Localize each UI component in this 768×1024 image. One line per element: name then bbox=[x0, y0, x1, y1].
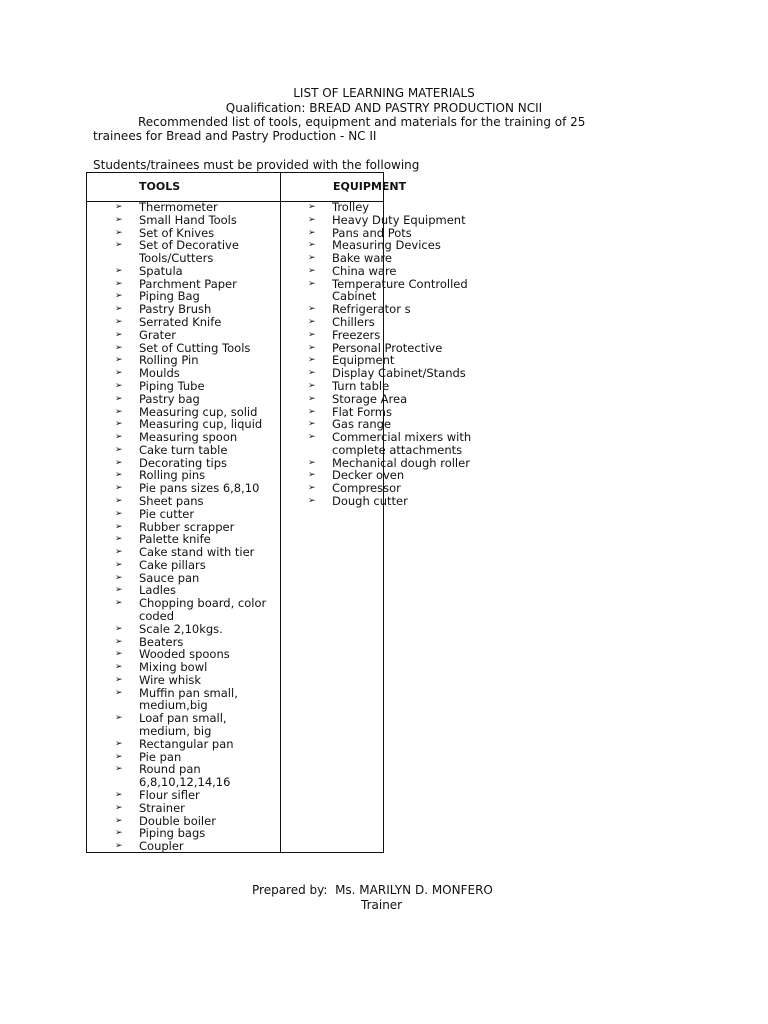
tool-item-label: Flour sifler bbox=[139, 787, 200, 802]
tool-item-label: 6,8,10,12,14,16 bbox=[139, 775, 231, 790]
arrow-bullet-icon: ➢ bbox=[308, 240, 316, 251]
arrow-bullet-icon: ➢ bbox=[308, 342, 316, 353]
materials-table bbox=[86, 172, 472, 854]
arrow-bullet-icon: ➢ bbox=[115, 508, 123, 519]
tool-item-label: Cake turn table bbox=[139, 442, 228, 457]
tool-item-label: Pie cutter bbox=[139, 506, 195, 521]
arrow-bullet-icon: ➢ bbox=[115, 317, 123, 328]
arrow-bullet-icon: ➢ bbox=[115, 534, 123, 545]
trainer-role: Trainer bbox=[361, 898, 403, 912]
tool-item-label: Thermometer bbox=[139, 200, 218, 214]
tool-item bbox=[115, 789, 277, 802]
tool-item bbox=[115, 265, 277, 278]
document-title: LIST OF LEARNING MATERIALS bbox=[293, 86, 475, 100]
arrow-bullet-icon: ➢ bbox=[115, 662, 123, 673]
tool-item-label: Pie pan bbox=[139, 749, 182, 764]
equipment-item bbox=[308, 391, 408, 406]
tool-item bbox=[115, 444, 277, 457]
equipment-item-label: Dough cutter bbox=[332, 493, 408, 508]
equipment-item-label: Refrigerator s bbox=[332, 302, 411, 317]
tool-item-label: Rolling Pin bbox=[139, 353, 199, 368]
arrow-bullet-icon: ➢ bbox=[115, 380, 123, 391]
tool-item-label: Scale 2,10kgs. bbox=[139, 621, 223, 636]
arrow-bullet-icon: ➢ bbox=[115, 585, 123, 596]
arrow-bullet-icon: ➢ bbox=[115, 202, 123, 212]
equipment-item-label: Equipment bbox=[332, 353, 395, 368]
tool-item-label: Cake stand with tier bbox=[139, 545, 255, 560]
tool-item bbox=[115, 712, 277, 738]
arrow-bullet-icon: ➢ bbox=[308, 406, 316, 417]
arrow-bullet-icon: ➢ bbox=[115, 764, 123, 775]
tool-item bbox=[115, 431, 277, 444]
arrow-bullet-icon: ➢ bbox=[115, 636, 123, 647]
tool-item-label: Pastry Brush bbox=[139, 302, 212, 317]
tool-item bbox=[115, 495, 277, 508]
intro-line-2: trainees for Bread and Pastry Production - NC II bbox=[93, 129, 377, 143]
equipment-item bbox=[308, 263, 397, 278]
tool-item bbox=[115, 316, 277, 329]
tool-item-label: Wire whisk bbox=[139, 672, 202, 687]
arrow-bullet-icon: ➢ bbox=[308, 253, 316, 264]
equipment-item-label: Compressor bbox=[332, 481, 401, 496]
arrow-bullet-icon: ➢ bbox=[115, 278, 123, 289]
tool-item-label: Palette knife bbox=[139, 532, 211, 547]
tool-item-label: Chopping board, color bbox=[139, 596, 267, 611]
arrow-bullet-icon: ➢ bbox=[115, 789, 123, 800]
tool-item-label: coded bbox=[139, 609, 175, 623]
arrow-bullet-icon: ➢ bbox=[115, 649, 123, 660]
tool-item bbox=[115, 508, 277, 521]
arrow-bullet-icon: ➢ bbox=[115, 329, 123, 340]
tool-item bbox=[115, 840, 277, 853]
tool-item-label: Loaf pan small, bbox=[139, 711, 227, 726]
qualification-line: Qualification: BREAD AND PASTRY PRODUCTION NCII bbox=[225, 101, 543, 115]
arrow-bullet-icon: ➢ bbox=[115, 483, 123, 494]
arrow-bullet-icon: ➢ bbox=[115, 841, 123, 852]
arrow-bullet-icon: ➢ bbox=[115, 368, 123, 379]
tool-item-label: Sheet pans bbox=[139, 493, 204, 508]
tool-item-label: Piping Tube bbox=[139, 378, 205, 393]
tool-item-label: Muffin pan small, bbox=[139, 685, 238, 700]
equipment-item-label: Trolley bbox=[332, 200, 370, 214]
equipment-item-label: China ware bbox=[332, 263, 397, 278]
tool-item-label: Pastry bag bbox=[139, 391, 200, 406]
arrow-bullet-icon: ➢ bbox=[115, 355, 123, 366]
tool-item-label: medium, big bbox=[139, 724, 212, 739]
equipment-item bbox=[308, 378, 390, 393]
arrow-bullet-icon: ➢ bbox=[115, 470, 123, 481]
tool-item-label: Decorating tips bbox=[139, 455, 228, 470]
tool-item bbox=[115, 763, 277, 789]
tool-item-label: Ladles bbox=[139, 583, 177, 598]
arrow-bullet-icon: ➢ bbox=[115, 240, 123, 251]
tool-item bbox=[115, 380, 277, 393]
equipment-item-label: Display Cabinet/Stands bbox=[332, 366, 466, 381]
arrow-bullet-icon: ➢ bbox=[115, 547, 123, 558]
arrow-bullet-icon: ➢ bbox=[115, 623, 123, 634]
equipment-item bbox=[308, 329, 382, 342]
arrow-bullet-icon: ➢ bbox=[308, 457, 316, 468]
arrow-bullet-icon: ➢ bbox=[308, 470, 316, 481]
arrow-bullet-icon: ➢ bbox=[115, 713, 123, 724]
prepared-by bbox=[252, 883, 493, 897]
prepared-by-label: Prepared by: bbox=[252, 883, 328, 897]
arrow-bullet-icon: ➢ bbox=[308, 227, 316, 238]
arrow-bullet-icon: ➢ bbox=[308, 368, 316, 379]
tool-item-label: Piping Bag bbox=[139, 289, 200, 304]
arrow-bullet-icon: ➢ bbox=[115, 802, 123, 813]
arrow-bullet-icon: ➢ bbox=[115, 559, 123, 570]
arrow-bullet-icon: ➢ bbox=[308, 214, 316, 225]
arrow-bullet-icon: ➢ bbox=[308, 419, 316, 430]
equipment-item-label: Decker oven bbox=[332, 468, 405, 483]
arrow-bullet-icon: ➢ bbox=[308, 355, 316, 366]
equipment-item-label: Cabinet bbox=[332, 289, 377, 304]
arrow-bullet-icon: ➢ bbox=[115, 687, 123, 698]
tool-item-label: Set of Decorative bbox=[139, 238, 239, 253]
tool-item-label: Rolling pins bbox=[139, 468, 206, 483]
tool-item-label: Serrated Knife bbox=[139, 315, 222, 330]
equipment-item bbox=[308, 212, 466, 227]
equipment-item-label: Turn table bbox=[332, 378, 390, 393]
arrow-bullet-icon: ➢ bbox=[115, 828, 123, 839]
arrow-bullet-icon: ➢ bbox=[115, 751, 123, 762]
intro-line-1: Recommended list of tools, equipment and materials for the training of 25 bbox=[138, 115, 586, 129]
tool-item-label: Grater bbox=[139, 327, 176, 342]
tool-item-label: Sauce pan bbox=[139, 570, 200, 585]
tool-item bbox=[115, 802, 277, 815]
tool-item bbox=[115, 738, 277, 751]
tool-item-label: Cake pillars bbox=[139, 557, 206, 572]
tool-item bbox=[115, 239, 277, 265]
equipment-item bbox=[308, 276, 468, 304]
equipment-item-label: complete attachments bbox=[332, 442, 463, 457]
arrow-bullet-icon: ➢ bbox=[115, 495, 123, 506]
tool-item-label: Rubber scrapper bbox=[139, 519, 235, 534]
arrow-bullet-icon: ➢ bbox=[115, 342, 123, 353]
arrow-bullet-icon: ➢ bbox=[115, 457, 123, 468]
students-note: Students/trainees must be provided with the following bbox=[93, 158, 420, 172]
arrow-bullet-icon: ➢ bbox=[115, 738, 123, 749]
arrow-bullet-icon: ➢ bbox=[308, 393, 316, 404]
equipment-item-label: Temperature Controlled bbox=[332, 276, 468, 291]
tool-item-label: Parchment Paper bbox=[139, 276, 237, 291]
tool-item-label: Strainer bbox=[139, 800, 185, 815]
arrow-bullet-icon: ➢ bbox=[115, 265, 123, 276]
equipment-item-label: Storage Area bbox=[332, 391, 408, 406]
column-divider bbox=[280, 173, 281, 852]
equipment-item-label: Pans and Pots bbox=[332, 225, 412, 240]
arrow-bullet-icon: ➢ bbox=[308, 278, 316, 289]
tool-item-label: medium,big bbox=[139, 698, 208, 713]
arrow-bullet-icon: ➢ bbox=[308, 432, 316, 443]
tool-item bbox=[115, 623, 277, 636]
arrow-bullet-icon: ➢ bbox=[308, 495, 316, 506]
equipment-item bbox=[308, 316, 382, 329]
arrow-bullet-icon: ➢ bbox=[115, 572, 123, 583]
arrow-bullet-icon: ➢ bbox=[115, 291, 123, 302]
equipment-item bbox=[308, 201, 382, 214]
equipment-item-label: Measuring Devices bbox=[332, 238, 441, 253]
arrow-bullet-icon: ➢ bbox=[308, 317, 316, 328]
equipment-item-label: Personal Protective bbox=[332, 340, 443, 355]
tool-item bbox=[115, 597, 277, 623]
equipment-item bbox=[308, 430, 472, 457]
arrow-bullet-icon: ➢ bbox=[308, 304, 316, 315]
arrow-bullet-icon: ➢ bbox=[115, 393, 123, 404]
equipment-item bbox=[308, 493, 408, 508]
arrow-bullet-icon: ➢ bbox=[115, 815, 123, 826]
equipment-item-label: Freezers bbox=[332, 327, 381, 342]
tool-item-label: Measuring cup, solid bbox=[139, 404, 258, 419]
tool-item-label: Piping bags bbox=[139, 826, 206, 841]
equipment-item-label: Bake ware bbox=[332, 251, 392, 266]
arrow-bullet-icon: ➢ bbox=[115, 304, 123, 315]
equipment-list bbox=[308, 200, 472, 508]
equipment-item-label: Commercial mixers with bbox=[332, 430, 472, 445]
tool-item bbox=[115, 329, 277, 342]
tools-column-header: TOOLS bbox=[139, 180, 181, 193]
arrow-bullet-icon: ➢ bbox=[115, 227, 123, 238]
tool-item-label: Pie pans sizes 6,8,10 bbox=[139, 481, 260, 496]
tool-item bbox=[115, 546, 277, 559]
arrow-bullet-icon: ➢ bbox=[115, 598, 123, 609]
tool-item bbox=[115, 674, 277, 687]
tool-item bbox=[115, 201, 277, 214]
arrow-bullet-icon: ➢ bbox=[115, 419, 123, 430]
arrow-bullet-icon: ➢ bbox=[308, 380, 316, 391]
arrow-bullet-icon: ➢ bbox=[308, 202, 316, 212]
equipment-item-label: Heavy Duty Equipment bbox=[332, 212, 466, 227]
tool-item-label: Spatula bbox=[139, 263, 183, 278]
equipment-item-label: Mechanical dough roller bbox=[332, 455, 470, 470]
equipment-item-label: Gas range bbox=[332, 417, 392, 432]
tool-item-label: Moulds bbox=[139, 366, 180, 381]
tool-item bbox=[115, 687, 277, 713]
tool-item bbox=[115, 661, 277, 674]
prepared-by-name: Ms. MARILYN D. MONFERO bbox=[335, 883, 493, 897]
tool-item bbox=[115, 214, 277, 227]
tool-item-label: Small Hand Tools bbox=[139, 212, 237, 227]
equipment-column-header: EQUIPMENT bbox=[333, 180, 407, 193]
tool-item-label: Measuring spoon bbox=[139, 430, 238, 445]
tool-item-label: Set of Knives bbox=[139, 225, 215, 240]
arrow-bullet-icon: ➢ bbox=[115, 214, 123, 225]
intro-paragraph bbox=[93, 115, 653, 143]
arrow-bullet-icon: ➢ bbox=[115, 521, 123, 532]
tool-item bbox=[115, 393, 277, 406]
tool-item-label: Set of Cutting Tools bbox=[139, 340, 251, 355]
tool-item bbox=[115, 559, 277, 572]
tool-item-label: Measuring cup, liquid bbox=[139, 417, 263, 432]
equipment-item-label: Flat Forms bbox=[332, 404, 392, 419]
tools-list bbox=[115, 201, 277, 853]
arrow-bullet-icon: ➢ bbox=[308, 483, 316, 494]
tool-item-label: Wooded spoons bbox=[139, 647, 230, 662]
tool-item-label: Rectangular pan bbox=[139, 736, 234, 751]
arrow-bullet-icon: ➢ bbox=[115, 406, 123, 417]
tool-item-label: Double boiler bbox=[139, 813, 216, 828]
tool-item-label: Beaters bbox=[139, 634, 184, 649]
equipment-item-label: Chillers bbox=[332, 315, 375, 330]
arrow-bullet-icon: ➢ bbox=[115, 674, 123, 685]
tool-item-label: Round pan bbox=[139, 762, 201, 777]
arrow-bullet-icon: ➢ bbox=[308, 329, 316, 340]
tool-item-label: Mixing bowl bbox=[139, 660, 208, 675]
tool-item-label: Tools/Cutters bbox=[139, 251, 214, 266]
tool-item-label: Coupler bbox=[139, 839, 184, 854]
arrow-bullet-icon: ➢ bbox=[115, 444, 123, 455]
arrow-bullet-icon: ➢ bbox=[308, 265, 316, 276]
equipment-item bbox=[308, 251, 392, 266]
arrow-bullet-icon: ➢ bbox=[115, 432, 123, 443]
